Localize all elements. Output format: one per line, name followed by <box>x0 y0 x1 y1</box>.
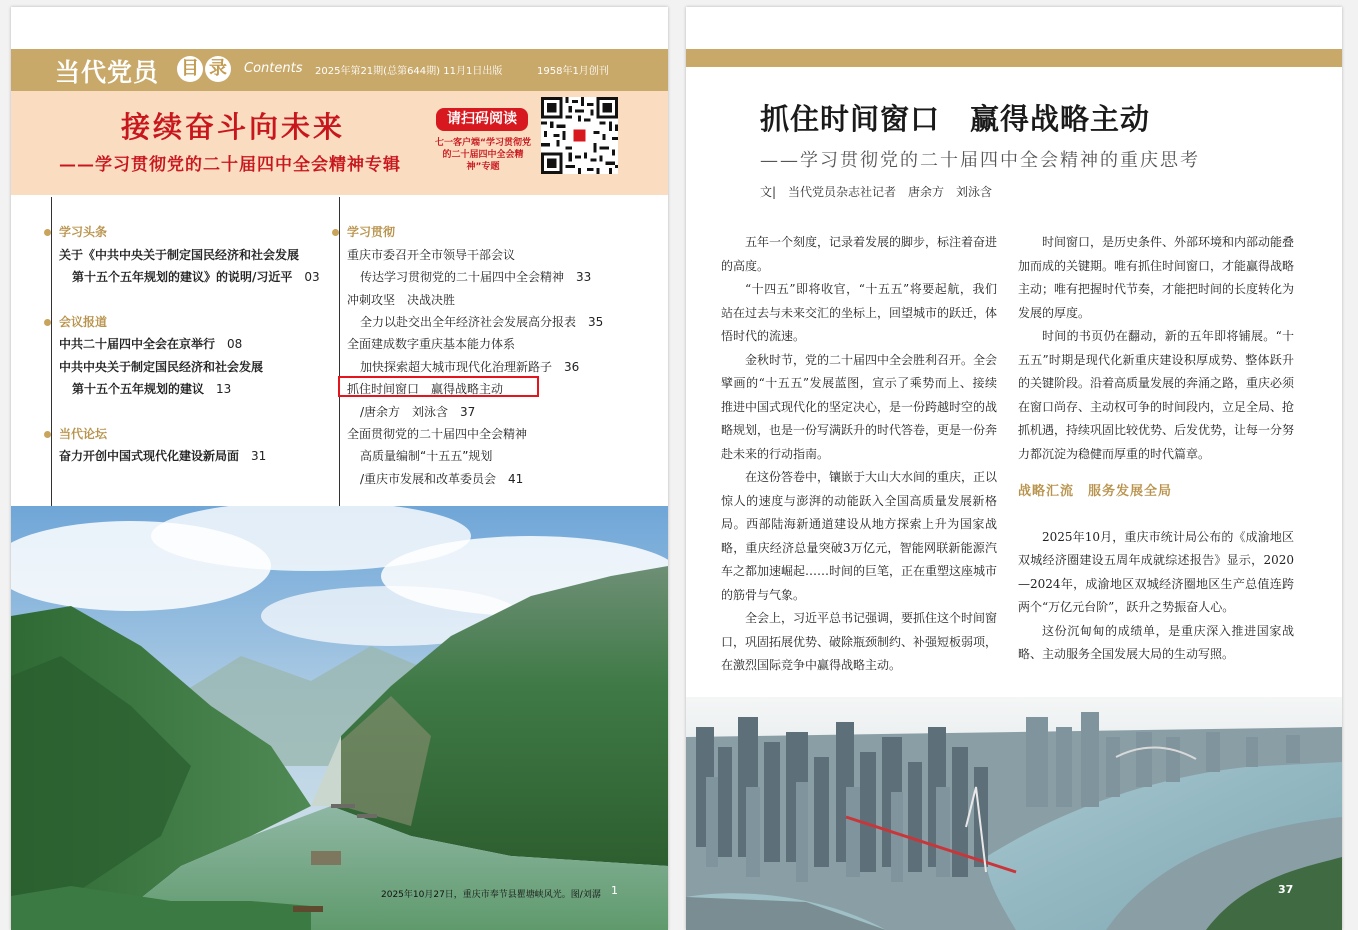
contents-label: Contents <box>244 61 303 76</box>
toc-entry[interactable]: 加快探索超大城市现代化治理新路子 36 <box>360 360 580 374</box>
toc-section-meeting-report: 会议报道 <box>59 313 107 330</box>
paragraph: “十四五”即将收官，“十五五”将要起航，我们站在过去与未来交汇的坐标上，回望城市的跃迁，体悟时代的流速。 <box>721 282 998 343</box>
masthead <box>11 49 668 91</box>
toc-section-study-headline: 学习头条 <box>59 223 107 240</box>
article-title: 抓住时间窗口 赢得战略主动 <box>760 102 1151 136</box>
article-column-right <box>1018 231 1294 667</box>
special-issue-banner <box>11 91 668 195</box>
highlight-box <box>338 376 539 397</box>
paragraph: 金秋时节，党的二十届四中全会胜利召开。全会擘画的“十五五”发展蓝图，宣示了乘势而上、接续推进中国式现代化的坚定决心，是一份跨越时空的战略规划，也是一份写满跃升的时代答卷，更是一份奔赴未来的行动指南。 <box>721 352 998 461</box>
paragraph: 时间窗口，是历史条件、外部环境和内部动能叠加而成的关键期。唯有抓住时间窗口，才能赢得战略主动；唯有把握时代节奏，才能把时间的长度转化为发展的厚度。 <box>1018 235 1295 320</box>
toc-entry[interactable]: 全力以赴交出全年经济社会发展高分报表 35 <box>360 315 604 329</box>
contents-badge-lu: 录 <box>205 56 231 82</box>
toc-entry[interactable]: /重庆市发展和改革委员会 41 <box>360 472 524 486</box>
article-subtitle: ——学习贯彻党的二十届四中全会精神的重庆思考 <box>760 150 1200 171</box>
toc-entry[interactable]: 中共中央关于制定国民经济和社会发展 <box>59 360 264 374</box>
section-dot-icon <box>44 229 51 236</box>
toc-page-number: 08 <box>227 337 243 351</box>
toc-page-number: 03 <box>304 270 320 284</box>
toc-right-rule <box>339 197 340 506</box>
toc-section-forum: 当代论坛 <box>59 425 107 442</box>
paragraph: 这份沉甸甸的成绩单，是重庆深入推进国家战略、主动服务全国发展大局的生动写照。 <box>1018 623 1294 661</box>
toc-entry[interactable]: 中共二十届四中全会在京举行 08 <box>59 337 243 351</box>
toc-entry[interactable]: /唐余方 刘泳含 37 <box>360 405 476 419</box>
toc-entry[interactable]: 关于《中共中央关于制定国民经济和社会发展 <box>59 248 300 262</box>
toc-entry[interactable]: 冲刺攻坚 决战决胜 <box>347 293 456 307</box>
toc-entry[interactable]: 奋力开创中国式现代化建设新局面 31 <box>59 449 267 463</box>
magazine-logo: 当代党员 <box>55 58 160 87</box>
toc-page-number: 13 <box>216 382 232 396</box>
toc-entry[interactable]: 全面建成数字重庆基本能力体系 <box>347 337 516 351</box>
issue-info: 2025年第21期(总第644期) 11月1日出版 <box>315 66 503 77</box>
contents-page <box>11 7 668 930</box>
toc-section-study-implement: 学习贯彻 <box>347 223 395 240</box>
page-number: 1 <box>611 884 618 897</box>
paragraph: 在这份答卷中，镶嵌于大山大水间的重庆，正以惊人的速度与澎湃的动能跃入全国高质量发展新格局。西部陆海新通道建设从地方探索上升为国家战略，重庆经济总量突破3万亿元，智能网联新能源汽车之都加速崛起……时间的巨笔，正在重塑这座城市的筋骨与气象。 <box>721 470 998 602</box>
toc-entry[interactable]: 全面贯彻党的二十届四中全会精神 <box>347 427 528 441</box>
paragraph: 五年一个刻度，记录着发展的脚步，标注着奋进的高度。 <box>721 235 998 273</box>
toc-page-number: 37 <box>460 405 476 419</box>
chongqing-skyline-photo <box>686 697 1342 930</box>
toc-page-number: 41 <box>508 472 524 486</box>
toc-page-number: 35 <box>588 315 604 329</box>
qutang-gorge-photo <box>11 506 668 930</box>
toc-left-rule <box>51 197 52 506</box>
founded-info: 1958年1月创刊 <box>537 66 609 77</box>
contents-badge-mu: 目 <box>177 56 203 82</box>
paragraph: 全会上，习近平总书记强调，要抓住这个时间窗口，巩固拓展优势、破除瓶颈制约、补强短板弱项，在激烈国际竞争中赢得战略主动。 <box>721 611 998 672</box>
toc-entry[interactable]: 高质量编制“十五五”规划 <box>360 449 493 463</box>
paragraph: 时间的书页仍在翻动，新的五年即将铺展。“十五五”时期是现代化新重庆建设积厚成势、整体跃升的关键阶段。沿着高质量发展的奔涌之路，重庆必须在窗口尚存、主动权可争的时间段内，立足全局、抢抓机遇，持续巩固比较优势、后发优势，让每一分努力都沉淀为稳健而厚重的时代篇章。 <box>1018 329 1295 461</box>
section-dot-icon <box>44 431 51 438</box>
qr-code-icon[interactable] <box>541 97 618 174</box>
banner-subtitle: ——学习贯彻党的二十届四中全会精神专辑 <box>59 155 401 175</box>
banner-title: 接续奋斗向未来 <box>121 110 346 144</box>
article-page <box>686 7 1342 930</box>
toc-page-number: 33 <box>576 270 592 284</box>
toc-entry[interactable]: 重庆市委召开全市领导干部会议 <box>347 248 516 262</box>
toc-entry-highlighted[interactable]: 抓住时间窗口 赢得战略主动 <box>347 382 504 396</box>
scan-to-read-button[interactable]: 请扫码阅读 <box>436 108 528 131</box>
top-band <box>686 49 1342 67</box>
page-number: 37 <box>1278 883 1294 896</box>
section-dot-icon <box>44 319 51 326</box>
section-dot-icon <box>332 229 339 236</box>
section-heading: 战略汇流 服务发展全局 <box>1018 484 1173 499</box>
toc-page-number: 36 <box>564 360 580 374</box>
toc-entry[interactable]: 传达学习贯彻党的二十届四中全会精神 33 <box>360 270 592 284</box>
scan-note: 七一客户端“学习贯彻党的二十届四中全会精神”专题 <box>435 138 531 172</box>
toc-entry[interactable]: 第十五个五年规划的建议》的说明/习近平 03 <box>72 270 320 284</box>
paragraph: 2025年10月，重庆市统计局公布的《成渝地区双城经济圈建设五周年成就综述报告》显示，2020—2024年，成渝地区双城经济圈地区生产总值连跨两个“万亿元台阶”，跃升之势振奋人心。 <box>1018 529 1294 614</box>
toc-page-number: 31 <box>251 449 267 463</box>
article-byline: 文| 当代党员杂志社记者 唐余方 刘泳含 <box>760 185 993 199</box>
photo-caption: 2025年10月27日，重庆市奉节县瞿塘峡风光。图/刘潺 <box>381 890 601 900</box>
toc-entry[interactable]: 第十五个五年规划的建议 13 <box>72 382 232 396</box>
article-column-left <box>721 231 997 678</box>
